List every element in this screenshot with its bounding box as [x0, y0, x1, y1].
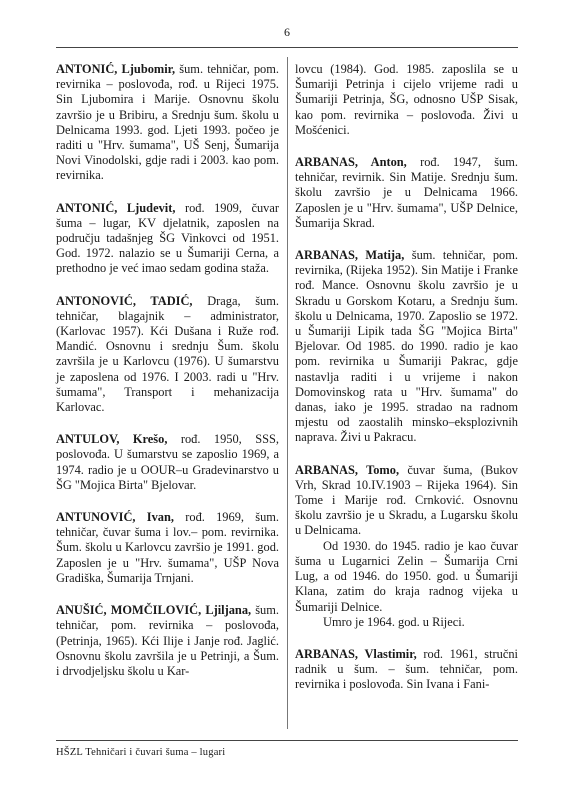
entry-text: rođ. 1947, šum. tehničar, revirnik. Sin Matije. Srednju šum. školu završio je u Delnicama 1966. Zaposlen je u "Hrv. šumama", UŠP Delnice, Šumarija Skrad. — [295, 155, 518, 230]
entry-text: čuvar šuma, (Bukov Vrh, Skrad 10.IV.1903 – Rijeka 1964). Sin Tome i Marije rođ. Crnković. Osnovnu školu završio je u Skradu, a Lugarsku školu u Delnicama. — [295, 462, 518, 538]
entry-heading: ARBANAS, Tomo, — [295, 462, 400, 477]
column-divider — [287, 57, 288, 729]
entry-heading: ANUŠIĆ, MOMČILOVIĆ, Ljiljana, — [56, 603, 252, 618]
lexicon-entry — [56, 510, 279, 586]
entry-heading: ARBANAS, Vlastimir, — [295, 646, 417, 661]
lexicon-entry — [56, 62, 279, 184]
lexicon-entry — [56, 201, 279, 277]
entry-heading: ANTULOV, Krešo, — [56, 432, 168, 447]
entry-text: šum. tehničar, pom. revirnika – poslovođa, (Petrinja, 1965). Kći Ilije i Janje rođ. Jaglić. Osnovnu školu završila je u Petrinji, a Šum. i drvodjeljsku školu u Kar- — [56, 603, 279, 678]
entry-text: šum. tehničar, pom. revirnika – poslovođa, rođ. u Rijeci 1975. Sin Ljubomira i Marije. Osnovnu školu završio je u Bribiru, a Srednju šum. školu u Delnicama 1993. god. Ljeti 1993. počeo je raditi u "Hrv. šumama", UŠ Senj, Šumarija Novi Vinodolski, gdje radi i 2003. kao pom. revirnika. — [56, 62, 279, 183]
lexicon-entry — [56, 432, 279, 493]
entry-text: rođ. 1950, SSS, poslovođa. U šumarstvu se zaposlio 1969, a 1974. radio je u OOUR–u Gradevinarstvo u ŠG "Mojica Birta" Bjelovar. — [56, 432, 279, 492]
entry-heading: ANTONIĆ, Ljudevit, — [56, 200, 176, 215]
entry-heading: ANTONIĆ, Ljubomir, — [56, 62, 176, 76]
entry-paragraph: Od 1930. do 1945. radio je kao čuvar šuma u Lugarnici Zelin – Šumarija Crni Lug, a od 1946. do 1950. god. u Šumariji Klana, zatim do kraja radnog vijeka u Šumariji Delnice. — [295, 538, 518, 614]
lexicon-entry-continuation — [295, 62, 518, 138]
entry-paragraph: Umro je 1964. god. u Rijeci. — [323, 614, 465, 629]
lexicon-entry — [56, 294, 279, 416]
left-column — [56, 62, 279, 696]
header-rule — [56, 47, 518, 48]
entry-heading: ARBANAS, Anton, — [295, 155, 407, 170]
entry-text: Draga, šum. tehničar, blagajnik – administrator, (Karlovac 1957). Kći Dušana i Ruže rođ. Mandić. Osnovnu i srednju Šum. školu završila je u Karlovcu (1976). U šumarstvu je zaposlena od 1976. I 2003. radi u "Hrv. šumama", Transport i mehanizacija Karlovac. — [56, 293, 279, 415]
entry-text: rođ. 1909, čuvar šuma – lugar, KV djelatnik, zaposlen na području tadašnjeg ŠG Vinkovci od 1951. God. 1972. nalazio se u Šumariji Cerna, a prethodno je već imao sedam godina staža. — [56, 200, 279, 276]
page-number: 6 — [284, 25, 290, 39]
entry-heading: ANTUNOVIĆ, Ivan, — [56, 510, 174, 525]
entry-heading: ANTONOVIĆ, TADIĆ, — [56, 293, 193, 308]
entry-text: šum. tehničar, pom. revirnika, (Rijeka 1952). Sin Matije i Franke rođ. Mance. Osnovnu školu završio je u Skradu u Gorskom Kotaru, a Srednju šum. školu u Delnicama, 1970. Zaposlio se 1972. u Šumariji Lipik tada ŠG "Mojica Birta" Bjelovar. Od 1985. do 1990. radio je kao pom. revirnika u Šumariji Pakrac, gdje nastavlja raditi i u vrijeme i nakon Domovinskog rata u "Hrv. šumama" do danas, iako je 1995. stradao na radnom mjestu od zaostalih minsko–eksplozivnih naprava. Živi u Pakracu. — [295, 248, 518, 445]
lexicon-entry — [295, 248, 518, 446]
footer-rule — [56, 740, 518, 741]
lexicon-entry — [295, 647, 518, 693]
entry-text: lovcu (1984). God. 1985. zaposlila se u Šumariji Petrinja i cijelo vrijeme radi u Šumariji Petrinja, ŠG, odnosno UŠP Sisak, kao pom. revirnika – poslovođa. Živi u Mošćenici. — [295, 62, 518, 137]
right-column — [295, 62, 518, 710]
lexicon-entry — [295, 463, 518, 630]
entry-heading: ARBANAS, Matija, — [295, 248, 405, 263]
entry-text: rođ. 1969, šum. tehničar, čuvar šuma i lov.– pom. revirnika. Šum. školu u Karlovcu završio je 1991. god. Zaposlen je u "Hrv. šumama", UŠP Nova Gradiška, Šumarija Trnjani. — [56, 510, 280, 585]
running-footer: HŠZL Tehničari i čuvari šuma – lugari — [56, 747, 226, 758]
lexicon-entry — [56, 603, 279, 679]
lexicon-entry — [295, 155, 518, 231]
entry-text: rođ. 1961, stručni radnik u šum. – šum. tehničar, pom. revirnika i poslovođa. Sin Ivana i Fani- — [295, 646, 518, 692]
